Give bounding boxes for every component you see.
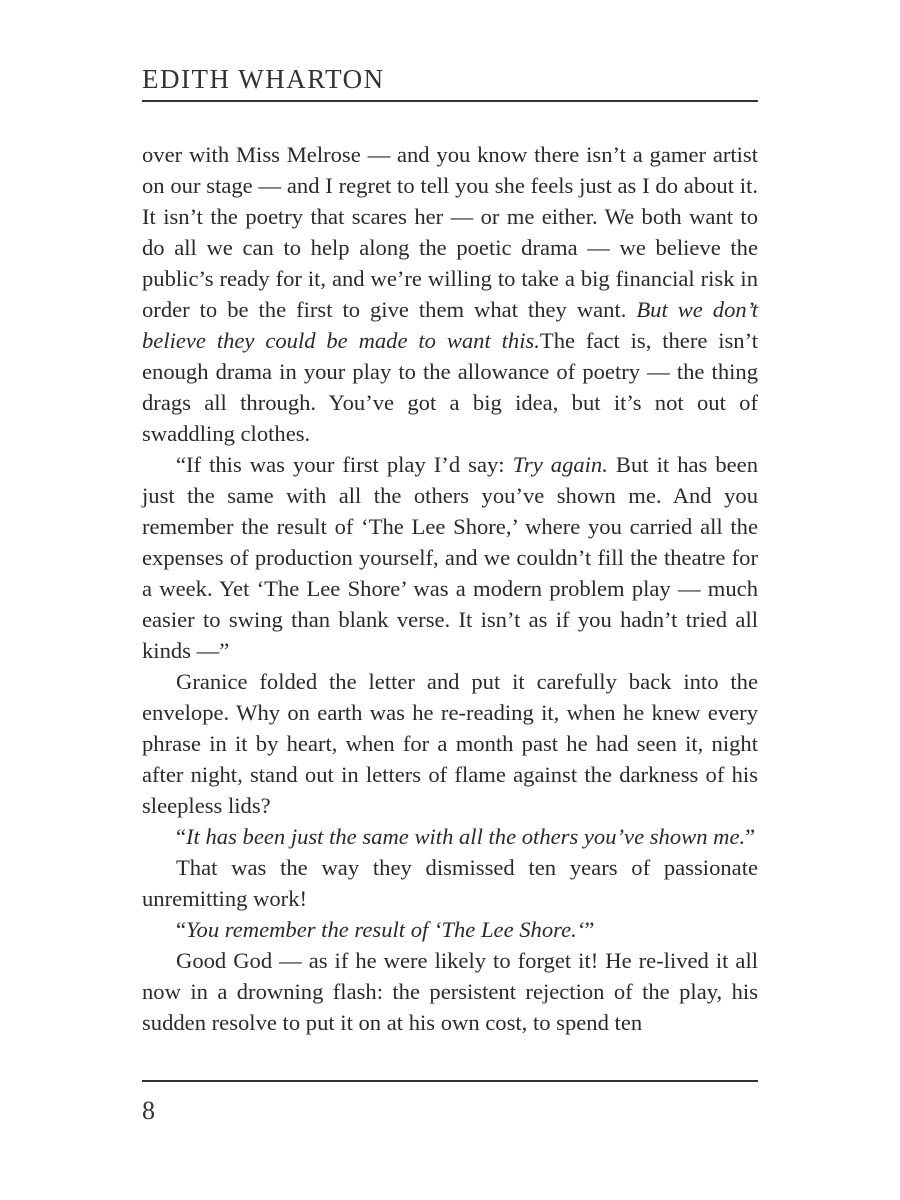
text-segment: That was the way they dismissed ten years of passionate unremitting work! [142, 855, 758, 911]
running-header [142, 62, 758, 96]
italic-text-segment: Try again. [512, 452, 608, 477]
page-number: 8 [142, 1096, 155, 1125]
italic-text-segment: You remember the result of ‘The Lee Shore.‘ [186, 917, 585, 942]
text-segment: The fact is, there isn’t enough drama in your play to the allowance of poetry — the thing drags all through. You’ve got a big idea, but it’s not out of swaddling clothes. [142, 328, 758, 446]
italic-text-segment: It has been just the same with all the others you’ve shown me. [186, 824, 746, 849]
text-segment: “ [176, 824, 187, 849]
header-rule [142, 100, 758, 102]
text-segment: ” [584, 917, 595, 942]
text-segment: ” [745, 824, 756, 849]
text-segment: Granice folded the letter and put it carefully back into the envelope. Why on earth was he re-reading it, when he knew every phrase in it by heart, when for a month past he had seen it, night after night, stand out in letters of flame against the darkness of his sleepless lids? [142, 669, 758, 818]
text-segment: over with Miss Melrose — and you know there isn’t a gamer artist on our stage — and I regret to tell you she feels just as I do about it. It isn’t the poetry that scares her — or me either. We both want to do all we can to help along the poetic drama — we believe the public’s ready for it, and we’re willing to take a big financial risk in order to be the first to give them what they want. [142, 142, 758, 322]
footer-rule [142, 1080, 758, 1082]
paragraph [142, 139, 758, 449]
paragraph [142, 449, 758, 666]
running-head-title: EDITH WHARTON [142, 64, 385, 94]
text-segment: “ [176, 917, 187, 942]
text-segment: “If this was your first play I’d say: [176, 452, 513, 477]
paragraph [142, 666, 758, 821]
text-segment: Good God — as if he were likely to forget it! He re-lived it all now in a drowning flash: the persistent rejection of the play, his sudden resolve to put it on at his own cost, to spend ten [142, 948, 758, 1035]
paragraph [142, 852, 758, 914]
italic-text-segment: But we don’t believe they could be made to want this. [142, 297, 758, 353]
paragraph [142, 821, 758, 852]
paragraph [142, 945, 758, 1038]
paragraph [142, 914, 758, 945]
body-text [142, 139, 758, 1038]
text-segment: But it has been just the same with all the others you’ve shown me. And you remember the result of ‘The Lee Shore,’ where you carried all the expenses of production yourself, and we couldn’t fill the theatre for a week. Yet ‘The Lee Shore’ was a modern problem play — much easier to swing than blank verse. It isn’t as if you hadn’t tried all kinds —” [142, 452, 758, 663]
